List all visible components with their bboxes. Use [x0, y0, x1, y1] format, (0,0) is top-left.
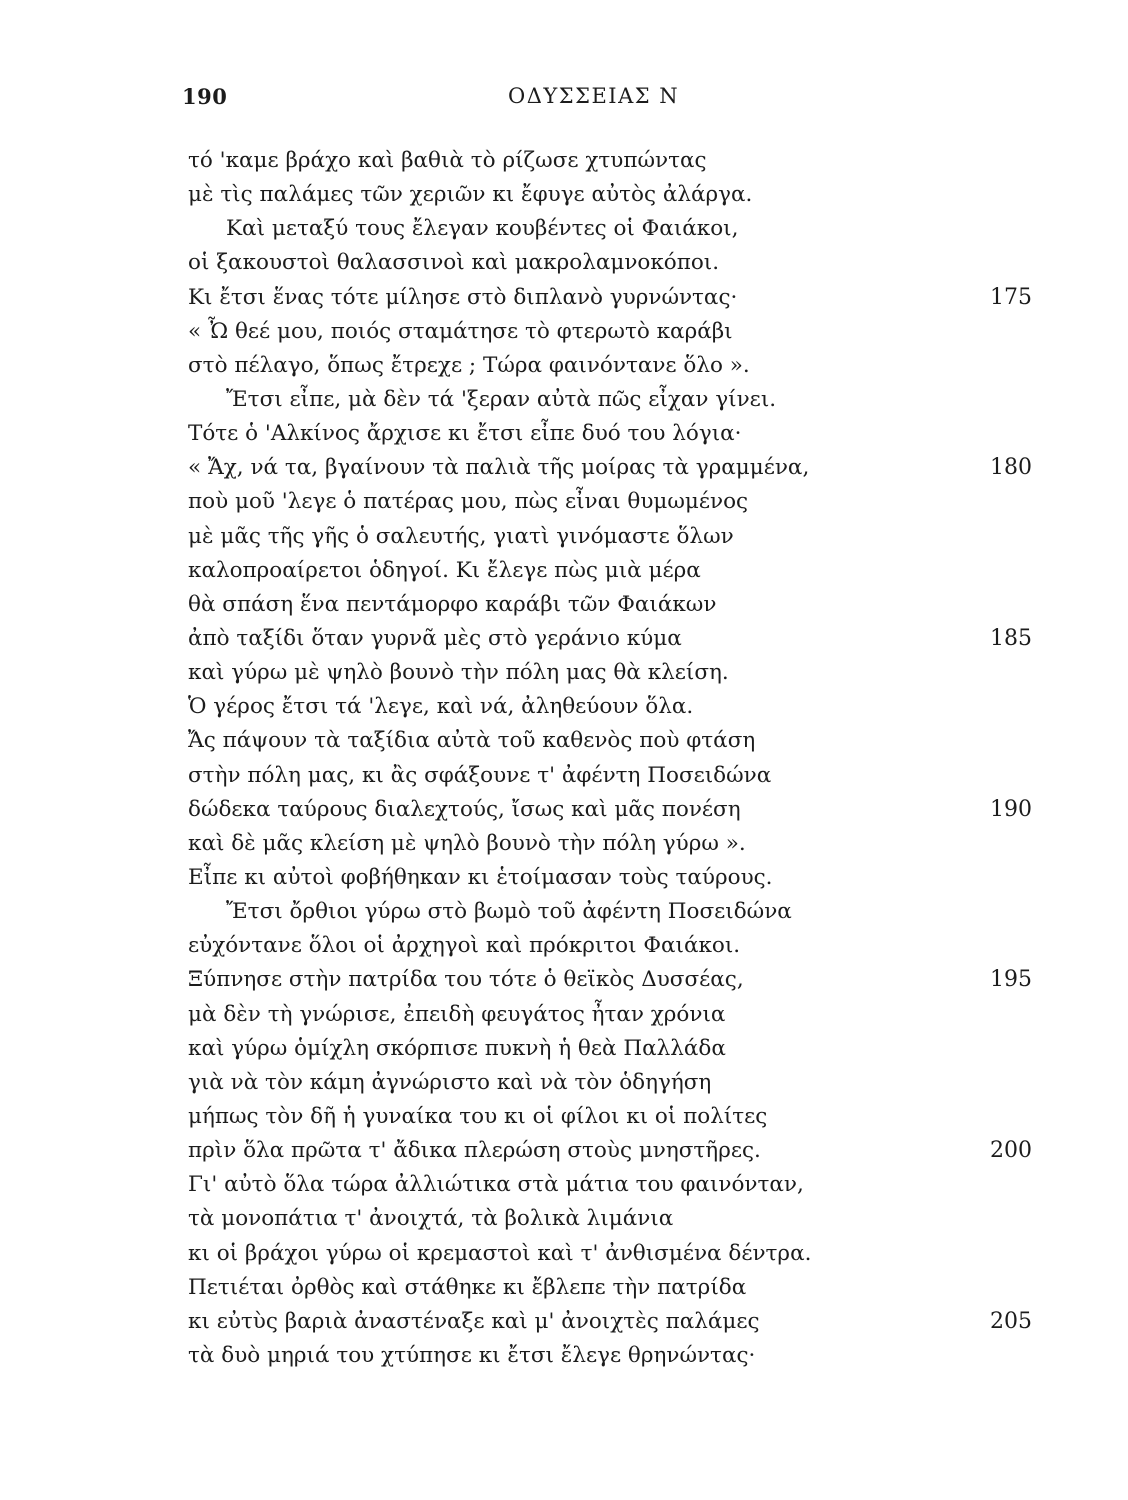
verse-line	[0, 626, 1128, 660]
verse-text: στὴν πόλη μας, κι ἂς σφάξουνε τ' ἀφέντη Ποσειδώνα	[188, 762, 772, 788]
verse-line	[0, 1138, 1128, 1172]
verse-line	[0, 1172, 1128, 1206]
verse-text: δώδεκα ταύρους διαλεχτούς, ἴσως καὶ μᾶς πονέση	[188, 796, 741, 822]
verse-text: καλοπροαίρετοι ὁδηγοί. Κι ἔλεγε πὼς μιὰ μέρα	[188, 557, 701, 583]
verse-line	[0, 763, 1128, 797]
verse-line	[0, 899, 1128, 933]
verse-line	[0, 660, 1128, 694]
verse-text: πρὶν ὅλα πρῶτα τ' ἄδικα πλερώση στοὺς μνηστῆρες.	[188, 1138, 761, 1164]
verse-line	[0, 1036, 1128, 1070]
verse-line	[0, 319, 1128, 353]
verse-line	[0, 592, 1128, 626]
verse-line	[0, 387, 1128, 421]
verse-line	[0, 1241, 1128, 1275]
verse-text: Καὶ μεταξύ τους ἔλεγαν κουβέντες οἱ Φαιάκοι,	[226, 216, 739, 242]
verse-text: Κι ἔτσι ἕνας τότε μίλησε στὸ διπλανὸ γυρνώντας·	[188, 284, 738, 310]
verse-text: Εἶπε κι αὐτοὶ φοβήθηκαν κι ἑτοίμασαν τοὺς ταύρους.	[188, 864, 773, 890]
verse-line	[0, 250, 1128, 284]
verse-line	[0, 182, 1128, 216]
verse-block	[0, 148, 1128, 1377]
verse-line	[0, 728, 1128, 762]
verse-text: τὰ μονοπάτια τ' ἀνοιχτά, τὰ βολικὰ λιμάνια	[188, 1206, 674, 1232]
verse-line	[0, 148, 1128, 182]
verse-line	[0, 216, 1128, 250]
verse-text: Ὁ γέρος ἔτσι τά 'λεγε, καὶ νά, ἀληθεύουν ὅλα.	[188, 694, 694, 720]
verse-text: Γι' αὐτὸ ὅλα τώρα ἀλλιώτικα στὰ μάτια του φαινόνταν,	[188, 1172, 804, 1198]
verse-text: μήπως τὸν δῆ ἡ γυναίκα του κι οἱ φίλοι κι οἱ πολίτες	[188, 1103, 768, 1129]
verse-text: στὸ πέλαγο, ὅπως ἔτρεχε ; Τώρα φαινόντανε ὅλο ».	[188, 352, 750, 378]
verse-text: Τότε ὁ 'Αλκίνος ἄρχισε κι ἔτσι εἶπε δυό του λόγια·	[188, 421, 742, 447]
verse-text: Ἄς πάψουν τὰ ταξίδια αὐτὰ τοῦ καθενὸς ποὺ φτάση	[188, 728, 756, 754]
verse-text: τό 'καμε βράχο καὶ βαθιὰ τὸ ρίζωσε χτυπώντας	[188, 148, 707, 173]
verse-line	[0, 694, 1128, 728]
verse-text: « Ὦ θεέ μου, ποιός σταμάτησε τὸ φτερωτὸ καράβι	[188, 318, 733, 344]
verse-line	[0, 1309, 1128, 1343]
verse-line	[0, 831, 1128, 865]
page-header	[0, 84, 1128, 114]
line-number: 175	[990, 284, 1032, 310]
verse-line	[0, 967, 1128, 1001]
verse-line	[0, 865, 1128, 899]
verse-text: Ξύπνησε στὴν πατρίδα του τότε ὁ θεϊκὸς Δυσσέας,	[188, 967, 744, 993]
verse-line	[0, 1002, 1128, 1036]
verse-text: Ἔτσι ὄρθιοι γύρω στὸ βωμὸ τοῦ ἀφέντη Ποσειδώνα	[226, 899, 792, 925]
verse-text: οἱ ξακουστοὶ θαλασσινοὶ καὶ μακρολαμνοκόποι.	[188, 250, 720, 276]
verse-text: μὰ δὲν τὴ γνώρισε, ἐπειδὴ φευγάτος ἦταν χρόνια	[188, 1001, 726, 1027]
verse-line	[0, 353, 1128, 387]
verse-text: μὲ μᾶς τῆς γῆς ὁ σαλευτής, γιατὶ γινόμαστε ὅλων	[188, 523, 734, 549]
verse-text: θὰ σπάση ἕνα πεντάμορφο καράβι τῶν Φαιάκων	[188, 591, 717, 617]
verse-text: καὶ γύρω μὲ ψηλὸ βουνὸ τὴν πόλη μας θὰ κλείση.	[188, 660, 729, 686]
verse-text: γιὰ νὰ τὸν κάμη ἀγνώριστο καὶ νὰ τὸν ὁδηγήση	[188, 1069, 712, 1095]
verse-text: εὐχόντανε ὅλοι οἱ ἀρχηγοὶ καὶ πρόκριτοι Φαιάκοι.	[188, 933, 741, 959]
verse-line	[0, 455, 1128, 489]
verse-text: Πετιέται ὀρθὸς καὶ στάθηκε κι ἔβλεπε τὴν πατρίδα	[188, 1274, 747, 1300]
verse-text: μὲ τὶς παλάμες τῶν χεριῶν κι ἔφυγε αὐτὸς ἀλάργα.	[188, 182, 753, 208]
line-number: 185	[990, 625, 1032, 651]
verse-line	[0, 558, 1128, 592]
line-number: 200	[990, 1138, 1032, 1164]
verse-line	[0, 1206, 1128, 1240]
verse-text: « Ἄχ, νά τα, βγαίνουν τὰ παλιὰ τῆς μοίρας τὰ γραμμένα,	[188, 455, 810, 481]
verse-text: καὶ δὲ μᾶς κλείση μὲ ψηλὸ βουνὸ τὴν πόλη γύρω ».	[188, 830, 746, 856]
verse-line	[0, 524, 1128, 558]
line-number: 180	[990, 455, 1032, 481]
verse-line	[0, 489, 1128, 523]
verse-text: τὰ δυὸ μηριά του χτύπησε κι ἔτσι ἔλεγε θρηνώντας·	[188, 1342, 756, 1368]
verse-text: Ἔτσι εἶπε, μὰ δὲν τά 'ξεραν αὐτὰ πῶς εἶχαν γίνει.	[226, 386, 777, 412]
verse-line	[0, 933, 1128, 967]
line-number: 195	[990, 967, 1032, 993]
verse-line	[0, 285, 1128, 319]
verse-text: καὶ γύρω ὁμίχλη σκόρπισε πυκνὴ ἡ θεὰ Παλλάδα	[188, 1035, 726, 1061]
verse-text: κι εὐτὺς βαριὰ ἀναστέναξε καὶ μ' ἀνοιχτὲς παλάμες	[188, 1308, 760, 1334]
verse-line	[0, 1275, 1128, 1309]
running-title: ΟΔΥΣΣΕΙΑΣ Ν	[508, 84, 680, 108]
verse-text: ἀπὸ ταξίδι ὅταν γυρνᾶ μὲς στὸ γεράνιο κύμα	[188, 625, 682, 651]
verse-line	[0, 1343, 1128, 1377]
verse-line	[0, 797, 1128, 831]
line-number: 190	[990, 796, 1032, 822]
verse-text: ποὺ μοῦ 'λεγε ὁ πατέρας μου, πὼς εἶναι θυμωμένος	[188, 489, 749, 515]
verse-line	[0, 1070, 1128, 1104]
verse-line	[0, 421, 1128, 455]
line-number: 205	[990, 1308, 1032, 1334]
verse-text: κι οἱ βράχοι γύρω οἱ κρεμαστοὶ καὶ τ' ἀνθισμένα δέντρα.	[188, 1240, 812, 1266]
verse-line	[0, 1104, 1128, 1138]
page-number: 190	[182, 84, 228, 109]
